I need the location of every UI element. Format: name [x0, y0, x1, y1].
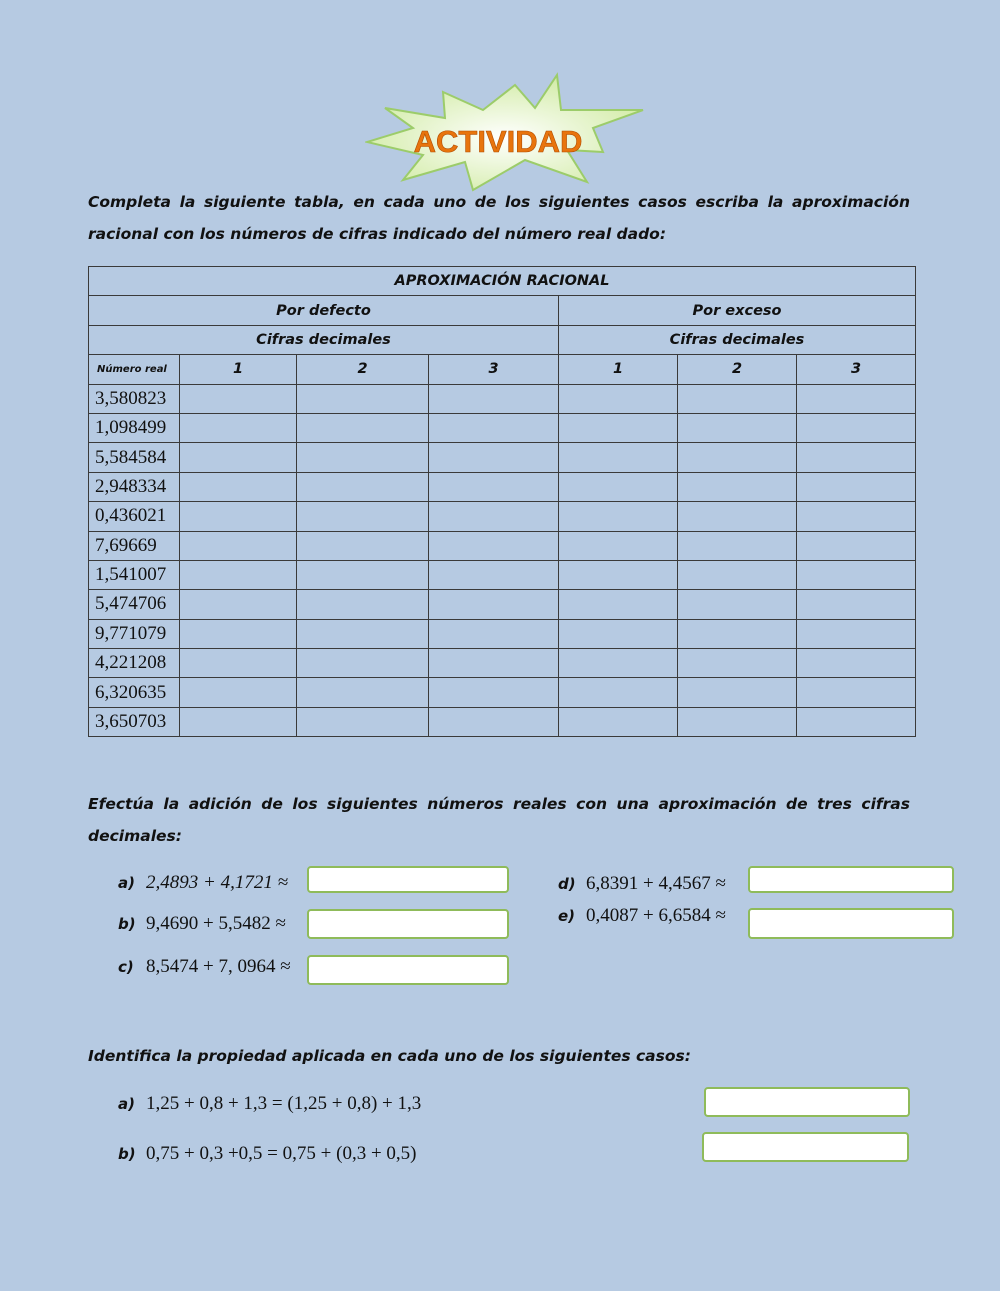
answer-cell[interactable]	[180, 707, 297, 736]
answer-cell[interactable]	[297, 707, 429, 736]
answer-cell[interactable]	[678, 590, 797, 619]
answer-cell[interactable]	[297, 678, 429, 707]
answer-cell[interactable]	[297, 472, 429, 501]
activity-burst	[365, 70, 645, 195]
table-row	[89, 413, 916, 442]
answer-cell[interactable]	[678, 678, 797, 707]
answer-cell[interactable]	[678, 531, 797, 560]
answer-input-b[interactable]	[307, 909, 509, 939]
column-header: 3	[429, 355, 559, 384]
answer-cell[interactable]	[678, 413, 797, 442]
table-row	[89, 502, 916, 531]
numero-real-header: Número real	[89, 355, 180, 384]
answer-cell[interactable]	[180, 502, 297, 531]
answer-cell[interactable]	[559, 560, 678, 589]
column-header: 1	[180, 355, 297, 384]
answer-cell[interactable]	[297, 443, 429, 472]
answer-input-c[interactable]	[307, 955, 509, 985]
answer-cell[interactable]	[297, 590, 429, 619]
item-label: b)	[118, 1145, 136, 1163]
answer-cell[interactable]	[559, 590, 678, 619]
item-label: d)	[558, 875, 576, 893]
column-header: 3	[797, 355, 916, 384]
answer-cell[interactable]	[297, 649, 429, 678]
table-row	[89, 619, 916, 648]
answer-cell[interactable]	[180, 472, 297, 501]
answer-cell[interactable]	[559, 443, 678, 472]
answer-cell[interactable]	[180, 443, 297, 472]
answer-cell[interactable]	[297, 502, 429, 531]
answer-cell[interactable]	[678, 384, 797, 413]
answer-cell[interactable]	[678, 502, 797, 531]
answer-cell[interactable]	[180, 590, 297, 619]
answer-cell[interactable]	[797, 649, 916, 678]
answer-cell[interactable]	[297, 413, 429, 442]
answer-cell[interactable]	[678, 560, 797, 589]
cifras-decimales-header-exceso: Cifras decimales	[559, 325, 916, 354]
answer-cell[interactable]	[297, 560, 429, 589]
real-number-cell: 1,541007	[89, 560, 180, 589]
answer-cell[interactable]	[797, 413, 916, 442]
answer-cell[interactable]	[559, 649, 678, 678]
table-row	[89, 678, 916, 707]
answer-cell[interactable]	[559, 413, 678, 442]
table-row	[89, 649, 916, 678]
property-expression: 1,25 + 0,8 + 1,3 = (1,25 + 0,8) + 1,3	[146, 1093, 422, 1114]
answer-cell[interactable]	[429, 678, 559, 707]
column-header: 2	[297, 355, 429, 384]
sum-item-c	[118, 956, 291, 978]
answer-cell[interactable]	[559, 531, 678, 560]
answer-cell[interactable]	[429, 413, 559, 442]
answer-cell[interactable]	[559, 678, 678, 707]
instruction-1: Completa la siguiente tabla, en cada uno de los siguientes casos escriba la aproximación racional con los números de cifras indicado del número real dado:	[88, 193, 910, 243]
answer-cell[interactable]	[797, 472, 916, 501]
answer-cell[interactable]	[180, 531, 297, 560]
approximation-table	[88, 266, 916, 737]
answer-cell[interactable]	[678, 443, 797, 472]
answer-cell[interactable]	[559, 619, 678, 648]
answer-cell[interactable]	[180, 678, 297, 707]
answer-cell[interactable]	[429, 560, 559, 589]
real-number-cell: 1,098499	[89, 413, 180, 442]
answer-cell[interactable]	[180, 413, 297, 442]
answer-cell[interactable]	[429, 649, 559, 678]
answer-cell[interactable]	[797, 531, 916, 560]
table-title: APROXIMACIÓN RACIONAL	[89, 267, 916, 296]
sum-item-b	[118, 913, 286, 935]
answer-cell[interactable]	[559, 707, 678, 736]
real-number-cell: 0,436021	[89, 502, 180, 531]
real-number-cell: 9,771079	[89, 619, 180, 648]
answer-cell[interactable]	[297, 619, 429, 648]
answer-input-a[interactable]	[307, 866, 509, 893]
table-row	[89, 560, 916, 589]
answer-cell[interactable]	[180, 619, 297, 648]
starburst-shape	[365, 70, 645, 195]
answer-cell[interactable]	[797, 619, 916, 648]
answer-cell[interactable]	[678, 649, 797, 678]
answer-cell[interactable]	[797, 590, 916, 619]
table-row	[89, 443, 916, 472]
item-label: b)	[118, 915, 136, 933]
item-label: e)	[558, 907, 576, 925]
activity-title: ACTIVIDAD	[413, 124, 583, 159]
answer-cell[interactable]	[429, 707, 559, 736]
answer-cell[interactable]	[297, 384, 429, 413]
real-number-cell: 4,221208	[89, 649, 180, 678]
real-number-cell: 7,69669	[89, 531, 180, 560]
property-item-b	[118, 1143, 416, 1165]
answer-cell[interactable]	[559, 472, 678, 501]
por-defecto-header: Por defecto	[89, 296, 559, 325]
property-input-b[interactable]	[702, 1132, 909, 1162]
answer-input-d[interactable]	[748, 866, 954, 893]
real-number-cell: 3,650703	[89, 707, 180, 736]
real-number-cell: 5,584584	[89, 443, 180, 472]
answer-cell[interactable]	[797, 384, 916, 413]
instruction-2: Efectúa la adición de los siguientes números reales con una aproximación de tres cifras decimales:	[88, 795, 910, 845]
column-header: 2	[678, 355, 797, 384]
property-expression: 0,75 + 0,3 +0,5 = 0,75 + (0,3 + 0,5)	[146, 1143, 417, 1164]
column-header: 1	[559, 355, 678, 384]
answer-cell[interactable]	[429, 590, 559, 619]
sum-expression: 9,4690 + 5,5482 ≈	[146, 913, 286, 934]
answer-cell[interactable]	[678, 472, 797, 501]
real-number-cell: 6,320635	[89, 678, 180, 707]
answer-cell[interactable]	[180, 560, 297, 589]
answer-cell[interactable]	[297, 531, 429, 560]
answer-cell[interactable]	[180, 384, 297, 413]
property-input-a[interactable]	[704, 1087, 910, 1117]
table-row	[89, 384, 916, 413]
sum-expression: 0,4087 + 6,6584 ≈	[586, 905, 726, 926]
sum-expression: 6,8391 + 4,4567 ≈	[586, 873, 726, 894]
sum-expression: 8,5474 + 7, 0964 ≈	[146, 956, 291, 977]
item-label: c)	[118, 958, 134, 976]
answer-input-e[interactable]	[748, 908, 954, 939]
sum-item-a	[118, 872, 288, 894]
sum-item-e	[558, 905, 726, 927]
answer-cell[interactable]	[797, 443, 916, 472]
real-number-cell: 5,474706	[89, 590, 180, 619]
answer-cell[interactable]	[678, 707, 797, 736]
answer-cell[interactable]	[429, 502, 559, 531]
answer-cell[interactable]	[797, 707, 916, 736]
table-row	[89, 590, 916, 619]
answer-cell[interactable]	[180, 649, 297, 678]
table-row	[89, 531, 916, 560]
real-number-cell: 2,948334	[89, 472, 180, 501]
answer-cell[interactable]	[429, 443, 559, 472]
table-row	[89, 707, 916, 736]
item-label: a)	[118, 1095, 135, 1113]
answer-cell[interactable]	[797, 678, 916, 707]
answer-cell[interactable]	[559, 384, 678, 413]
answer-cell[interactable]	[429, 531, 559, 560]
cifras-decimales-header-defecto: Cifras decimales	[89, 325, 559, 354]
instruction-3: Identifica la propiedad aplicada en cada uno de los siguientes casos:	[88, 1047, 691, 1065]
sum-item-d	[558, 873, 726, 895]
real-number-cell: 3,580823	[89, 384, 180, 413]
item-label: a)	[118, 874, 135, 892]
answer-cell[interactable]	[678, 619, 797, 648]
answer-cell[interactable]	[429, 472, 559, 501]
property-item-a	[118, 1093, 421, 1115]
table-row	[89, 472, 916, 501]
answer-cell[interactable]	[429, 619, 559, 648]
answer-cell[interactable]	[429, 384, 559, 413]
por-exceso-header: Por exceso	[559, 296, 916, 325]
sum-expression: 2,4893 + 4,1721 ≈	[146, 872, 288, 893]
answer-cell[interactable]	[559, 502, 678, 531]
answer-cell[interactable]	[797, 502, 916, 531]
answer-cell[interactable]	[797, 560, 916, 589]
